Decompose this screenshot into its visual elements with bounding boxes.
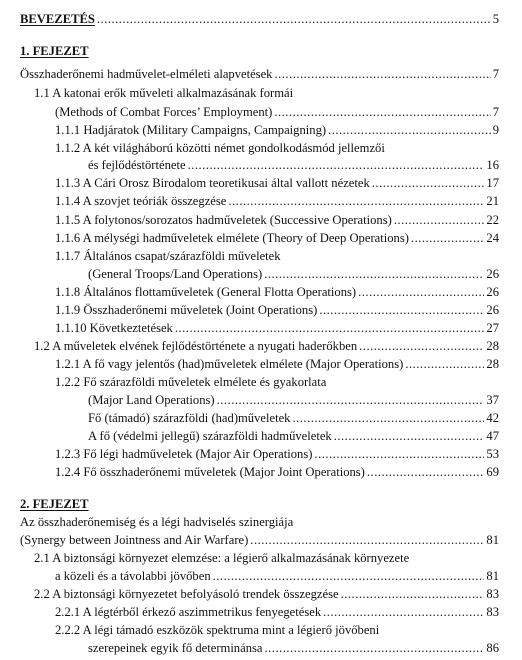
dot-leader — [367, 464, 485, 480]
entry-label: Fő (támadó) szárazföldi (had)műveletek — [88, 411, 291, 425]
toc-entry-introduction[interactable] — [20, 11, 499, 27]
entry-label: (Methods of Combat Forces’ Employment) — [55, 105, 273, 119]
entry-label: 1.2.3 Fő légi hadműveletek (Major Air Operations) — [55, 447, 313, 461]
dot-leader — [274, 104, 490, 120]
entry-label: A fő (védelmi jellegű) szárazföldi hadműveletek — [88, 429, 332, 443]
dot-leader — [328, 122, 491, 138]
toc-entry-2-2[interactable] — [34, 586, 499, 602]
entry-label: 1.2.1 A fő vagy jelentős (had)műveletek elmélete (Major Operations) — [55, 357, 404, 371]
entry-label: 1.1.10 Következtetések — [55, 321, 173, 335]
dot-leader — [250, 532, 484, 548]
page-number: 26 — [486, 303, 499, 317]
toc-entry-1-1[interactable] — [55, 104, 499, 120]
entry-label: a közeli és a távolabbi jövőben — [55, 569, 211, 583]
page-number: 26 — [486, 267, 499, 281]
entry-label: 1.1.8 Általános flottaműveletek (General Flotta Operations) — [55, 285, 357, 299]
toc-entry-chapter-2-title-line1: Az összhaderőnemiség és a légi hadviselés szinergiája — [20, 515, 294, 529]
dot-leader — [358, 284, 484, 300]
toc-entry-2-2-2-line1: 2.2.2 A légi támadó eszközök spektruma mint a légierő jövőbeni — [55, 623, 380, 637]
page-number: 9 — [492, 123, 499, 137]
dot-leader — [292, 410, 484, 426]
toc-entry-2-2-1[interactable] — [55, 604, 499, 620]
toc-entry-chapter-2-title[interactable] — [20, 532, 499, 548]
toc-entry-1-2-2-a[interactable] — [88, 410, 499, 426]
toc-entry-1-1-7[interactable] — [88, 266, 499, 282]
entry-label: 2.2 A biztonsági környezetet befolyásoló trendek összegzése — [34, 587, 339, 601]
entry-label: 1.1.3 A Cári Orosz Birodalom teoretikusai által vallott nézetek — [55, 176, 370, 190]
entry-label: 1.2.4 Fő összhaderőnemi műveletek (Major Joint Operations) — [55, 465, 365, 479]
toc-entry-1-1-6[interactable] — [55, 230, 499, 246]
dot-leader — [341, 586, 485, 602]
page-number: 86 — [486, 641, 499, 655]
toc-entry-2-1[interactable] — [55, 568, 499, 584]
dot-leader — [274, 66, 490, 82]
page-number: 42 — [486, 411, 499, 425]
page-number: 22 — [486, 213, 499, 227]
page-number: 81 — [486, 533, 499, 547]
toc-entry-1-1-4[interactable] — [55, 193, 499, 209]
entry-label: 1.1.5 A folytonos/sorozatos hadműveletek (Successive Operations) — [55, 213, 392, 227]
page-number: 81 — [486, 569, 499, 583]
page-number: 37 — [486, 393, 499, 407]
dot-leader — [265, 640, 485, 656]
entry-label: (General Troops/Land Operations) — [88, 267, 263, 281]
entry-label: 2.2.1 A légtérből érkező aszimmetrikus fenyegetések — [55, 605, 322, 619]
dot-leader — [217, 392, 485, 408]
page-number: 28 — [486, 339, 499, 353]
toc-entry-1-1-7-line1: 1.1.7 Általános csapat/szárazföldi műveletek — [55, 249, 281, 263]
entry-label: (Synergy between Jointness and Air Warfare) — [20, 533, 249, 547]
entry-label: 1.1.9 Összhaderőnemi műveletek (Joint Operations) — [55, 303, 318, 317]
toc-entry-1-1-2[interactable] — [88, 157, 499, 173]
page-number: 28 — [486, 357, 499, 371]
entry-label: 1.1.6 A mélységi hadműveletek elmélete (Theory of Deep Operations) — [55, 231, 409, 245]
toc-entry-1-2-2-line1: 1.2.2 Fő szárazföldi műveletek elmélete és gyakorlata — [55, 375, 327, 389]
entry-label: 1.1.4 A szovjet teóriák összegzése — [55, 194, 227, 208]
toc-entry-1-1-3[interactable] — [55, 175, 499, 191]
toc-entry-1-1-1[interactable] — [55, 122, 499, 138]
chapter-1-heading: 1. FEJEZET — [20, 44, 89, 58]
toc-entry-1-2-2-b[interactable] — [88, 428, 499, 444]
page-number: 21 — [486, 194, 499, 208]
entry-label: (Major Land Operations) — [88, 393, 215, 407]
dot-leader — [319, 302, 484, 318]
toc-entry-1-2-2[interactable] — [88, 392, 499, 408]
toc-entry-chapter-1-title[interactable] — [20, 66, 499, 82]
toc-entry-2-2-2[interactable] — [88, 640, 499, 656]
entry-label: Összhaderőnemi hadművelet-elméleti alapvetések — [20, 67, 273, 81]
page-number: 7 — [492, 105, 499, 119]
toc-entry-2-1-line1: 2.1 A biztonsági környezet elemzése: a légierő alkalmazásának környezete — [34, 551, 410, 565]
page-number: 7 — [492, 67, 499, 81]
dot-leader — [323, 604, 484, 620]
entry-label: 1.2 A műveletek elvének fejlődéstörténete a nyugati haderőkben — [34, 339, 358, 353]
page-number: 24 — [486, 231, 499, 245]
dot-leader — [264, 266, 484, 282]
dot-leader — [334, 428, 485, 444]
page-number: 16 — [486, 158, 499, 172]
dot-leader — [97, 11, 491, 27]
dot-leader — [372, 175, 485, 191]
dot-leader — [188, 157, 485, 173]
chapter-2-heading: 2. FEJEZET — [20, 497, 89, 511]
dot-leader — [405, 356, 484, 372]
page-number: 83 — [486, 587, 499, 601]
toc-entry-1-1-8[interactable] — [55, 284, 499, 300]
toc-entry-1-2-4[interactable] — [55, 464, 499, 480]
page-number: 27 — [486, 321, 499, 335]
page-number: 17 — [486, 176, 499, 190]
toc-entry-1-2[interactable] — [34, 338, 499, 354]
dot-leader — [314, 446, 484, 462]
dot-leader — [411, 230, 484, 246]
entry-label: 1.1.1 Hadjáratok (Military Campaigns, Campaigning) — [55, 123, 327, 137]
toc-entry-1-2-1[interactable] — [55, 356, 499, 372]
toc-entry-1-2-3[interactable] — [55, 446, 499, 462]
page-number: 53 — [486, 447, 499, 461]
dot-leader — [394, 212, 485, 228]
dot-leader — [359, 338, 484, 354]
page-number: 26 — [486, 285, 499, 299]
page-number: 69 — [486, 465, 499, 479]
entry-label: szerepeinek egyik fő determinánsa — [88, 641, 263, 655]
page-number: 83 — [486, 605, 499, 619]
dot-leader — [228, 193, 484, 209]
entry-label: és fejlődéstörténete — [88, 158, 186, 172]
toc-entry-1-1-line1: 1.1 A katonai erők műveleti alkalmazásának formái — [34, 86, 294, 100]
dot-leader — [175, 320, 485, 336]
dot-leader — [213, 568, 485, 584]
toc-entry-1-1-9[interactable] — [55, 302, 499, 318]
toc-entry-1-1-10[interactable] — [55, 320, 499, 336]
page-number: 47 — [486, 429, 499, 443]
intro-label: BEVEZETÉS — [20, 12, 95, 26]
page-number: 5 — [492, 12, 499, 26]
toc-entry-1-1-5[interactable] — [55, 212, 499, 228]
toc-entry-1-1-2-line1: 1.1.2 A két világháború közötti német gondolkodásmód jellemzői — [55, 141, 385, 155]
